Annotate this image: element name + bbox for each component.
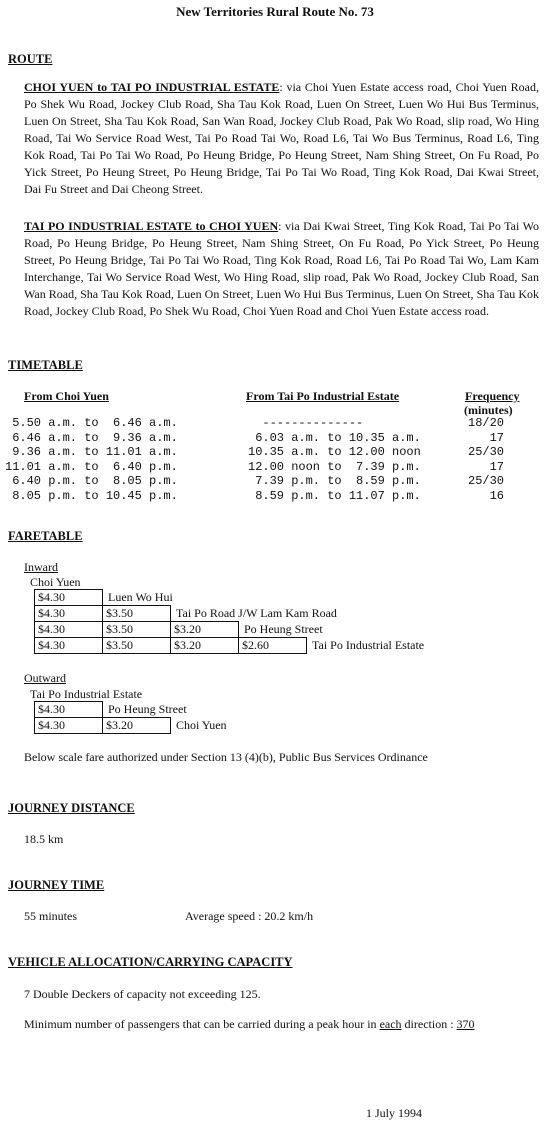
tt-row-3-tai-po: 12.00 noon to 7.39 p.m.: [248, 459, 421, 474]
route-inbound-heading: TAI PO INDUSTRIAL ESTATE to CHOI YUEN: [24, 219, 279, 233]
tt-row-2-tai-po: 10.35 a.m. to 12.00 noon: [248, 445, 421, 459]
fare-cell: $4.30: [35, 702, 103, 718]
fare-inward-row: [35, 590, 428, 606]
tt-row-0-choi-yuen: 5.50 a.m. to 6.46 a.m.: [5, 416, 178, 430]
tt-row-2-freq: 25/30: [468, 445, 505, 459]
route-outbound-text: : via Choi Yuen Estate access road, Choi Yuen Road, Po Shek Wu Road, Jockey Club Road, Sha Tau Kok Road, Luen On Street, Luen Wo Hui Bus Terminus, Luen On Street, Sha Tau Kok Road, San Wan Road, Jockey Club Road, Pak Wo Road, slip road, Wo Hing Road, Tai Wo Service Road West, Tai Po Road Tai Wo, Road L6, Tai Wo Bus Terminus, Road L6, Ting Kok Road, Tai Po Tai Wo Road, Po Heung Bridge, Po Heung Street, Nam Shing Street, On Fu Road, Po Yick Street, Po Heung Street, Po Heung Bridge, Tai Po Tai Wo Road, Ting Kok Road, Dai Kwai Street, Dai Fu Street and Dai Cheong Street.: [24, 80, 539, 196]
fare-stop: Choi Yuen: [176, 718, 227, 732]
fare-stop: Tai Po Road J/W Lam Kam Road: [176, 605, 337, 620]
fare-inward-origin: Choi Yuen: [30, 575, 81, 589]
fare-cell: $4.30: [35, 606, 103, 622]
journey-time-heading: JOURNEY TIME: [8, 878, 105, 892]
tt-row-4-freq: 25/30: [468, 474, 505, 488]
document-date: 1 July 1994: [366, 1106, 423, 1120]
fare-cell: $4.30: [35, 590, 103, 606]
tt-row-5-tai-po: 8.59 p.m. to 11.07 p.m.: [248, 488, 421, 503]
journey-time-value: 55 minutes: [24, 909, 77, 923]
fare-cell: $3.20: [171, 638, 239, 654]
fare-cell: $3.20: [103, 718, 171, 734]
route-inbound-paragraph: [24, 218, 539, 320]
journey-distance-heading: JOURNEY DISTANCE: [8, 801, 135, 815]
route-outbound-heading: CHOI YUEN to TAI PO INDUSTRIAL ESTATE: [24, 80, 280, 94]
timetable-col-frequency: Frequency: [465, 389, 520, 403]
tt-row-4-choi-yuen: 6.40 p.m. to 8.05 p.m.: [5, 474, 178, 488]
average-speed: Average speed : 20.2 km/h: [185, 909, 314, 923]
fare-cell: $3.50: [103, 638, 171, 654]
tt-row-5-freq: 16: [468, 488, 505, 503]
min-passengers-prefix: Minimum number of passengers that can be carried during a peak hour in: [24, 1017, 380, 1031]
fare-cell: $3.20: [171, 622, 239, 638]
timetable-col-choi-yuen: From Choi Yuen: [24, 389, 109, 403]
fare-cell: $4.30: [35, 718, 103, 734]
fare-note: Below scale fare authorized under Section 13 (4)(b), Public Bus Services Ordinance: [24, 750, 428, 764]
tt-row-5-choi-yuen: 8.05 p.m. to 10.45 p.m.: [5, 488, 178, 503]
vehicle-allocation: 7 Double Deckers of capacity not exceeding 125.: [24, 987, 261, 1001]
min-passengers-each: each: [379, 1017, 402, 1031]
fare-inward-row: [35, 638, 428, 654]
fare-outward-label: Outward: [24, 671, 66, 685]
fare-outward-row: [35, 718, 230, 734]
tt-row-1-choi-yuen: 6.46 a.m. to 9.36 a.m.: [5, 430, 178, 445]
fare-cell: $4.30: [35, 638, 103, 654]
faretable-heading: FARETABLE: [8, 529, 83, 543]
timetable-col-tai-po: From Tai Po Industrial Estate: [246, 389, 400, 403]
fare-stop: Po Heung Street: [108, 701, 187, 716]
route-inbound-text: : via Dai Kwai Street, Ting Kok Road, Tai Po Tai Wo Road, Po Heung Bridge, Po Heung Street, Nam Shing Street, On Fu Road, Po Yick Street, Po Heung Street, Po Heung Bridge, Tai Po Tai Wo Road, Ting Kok Road, Road L6, Tai Po Road Tai Wo, Lam Kam Interchange, Tai Wo Service Road West, Wo Hing Road, slip road, Pak Wo Road, Jockey Club Road, San Wan Road, Sha Tau Kok Road, Luen On Street, Luen Wo Hui Bus Terminus, Luen On Street, Sha Tau Kok Road, Jockey Club Road, Po Shek Wu Road, Choi Yuen Road and Choi Yuen Estate access road.: [24, 219, 539, 318]
tt-row-0-freq: 18/20: [468, 416, 505, 430]
timetable-col-frequency-unit: (minutes): [464, 403, 513, 417]
fare-stop: Luen Wo Hui: [108, 589, 173, 604]
min-passengers-mid: direction :: [401, 1017, 457, 1031]
document-title: New Territories Rural Route No. 73: [176, 4, 374, 19]
min-passengers-value: 370: [456, 1017, 475, 1031]
fare-outward-table: [34, 701, 230, 734]
tt-row-0-tai-po: --------------: [248, 416, 364, 430]
fare-inward-row: [35, 606, 428, 622]
fare-cell: $4.30: [35, 622, 103, 638]
fare-cell: $3.50: [103, 606, 171, 622]
journey-distance-value: 18.5 km: [24, 832, 64, 846]
tt-row-3-choi-yuen: 11.01 a.m. to 6.40 p.m.: [5, 459, 178, 474]
route-heading: ROUTE: [8, 52, 53, 66]
fare-cell: $2.60: [239, 638, 307, 654]
fare-outward-row: [35, 702, 230, 718]
tt-row-1-tai-po: 6.03 a.m. to 10.35 a.m.: [248, 430, 421, 445]
fare-inward-table: [34, 589, 427, 654]
fare-inward-row: [35, 622, 428, 638]
timetable-heading: TIMETABLE: [8, 358, 83, 372]
route-outbound-paragraph: [24, 79, 539, 198]
tt-row-3-freq: 17: [468, 459, 505, 474]
min-passengers-line: [24, 1016, 475, 1032]
tt-row-2-choi-yuen: 9.36 a.m. to 11.01 a.m.: [5, 445, 178, 459]
vehicle-heading: VEHICLE ALLOCATION/CARRYING CAPACITY: [8, 955, 293, 969]
fare-cell: $3.50: [103, 622, 171, 638]
fare-stop: Tai Po Industrial Estate: [312, 638, 425, 652]
tt-row-1-freq: 17: [468, 430, 505, 445]
tt-row-4-tai-po: 7.39 p.m. to 8.59 p.m.: [248, 474, 421, 488]
fare-inward-label: Inward: [24, 560, 58, 574]
fare-stop: Po Heung Street: [244, 621, 323, 636]
fare-outward-origin: Tai Po Industrial Estate: [30, 687, 143, 701]
